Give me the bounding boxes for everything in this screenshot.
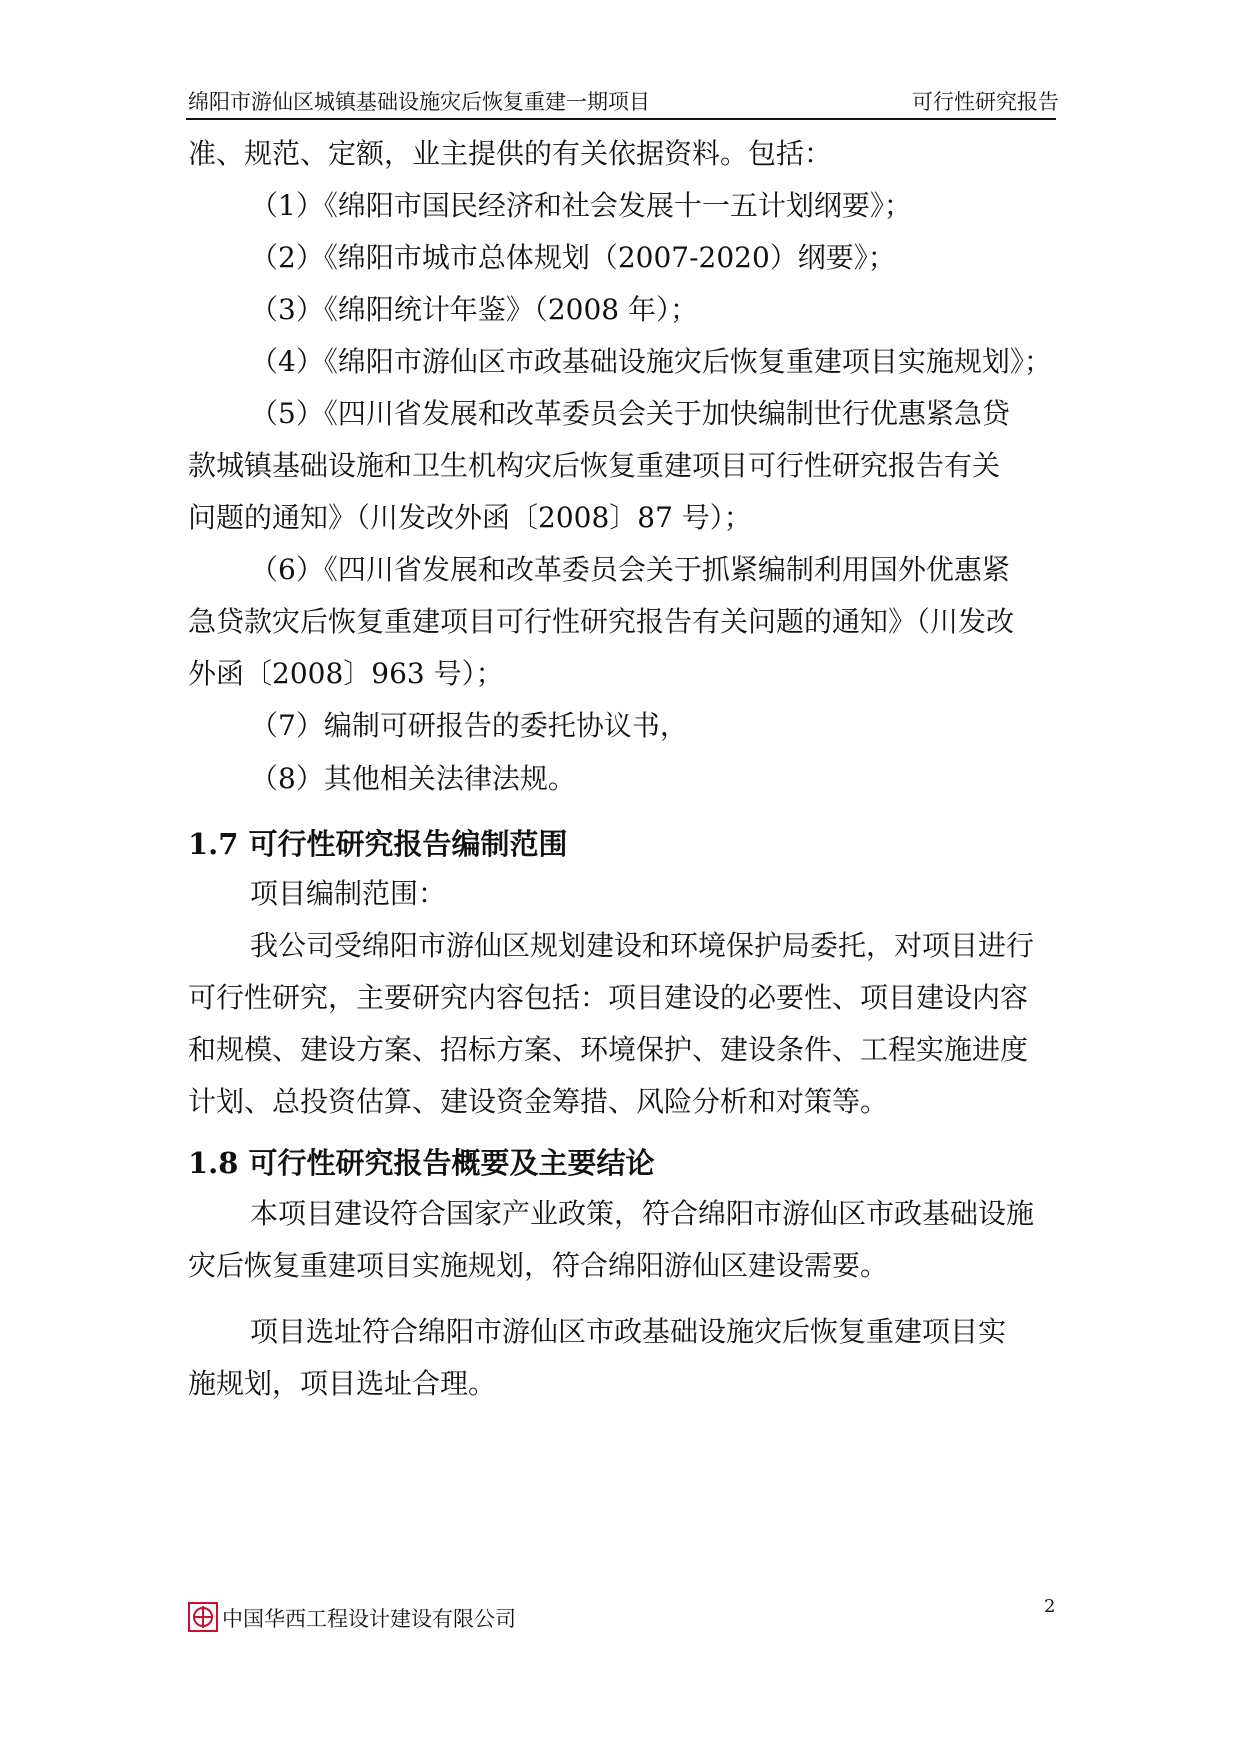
paragraph-line: 可行性研究，主要研究内容包括：项目建设的必要性、项目建设内容 [188, 981, 1029, 1014]
section-heading-1-8: 1.8 可行性研究报告概要及主要结论 [188, 1146, 655, 1180]
basis-item: （7）编制可研报告的委托协议书， [250, 709, 688, 742]
basis-item: （5）《四川省发展和改革委员会关于加快编制世行优惠紧急贷 [250, 397, 1010, 430]
paragraph-line: 本项目建设符合国家产业政策，符合绵阳市游仙区市政基础设施 [250, 1197, 1035, 1230]
footer-company-name: 中国华西工程设计建设有限公司 [222, 1607, 516, 1631]
header-project-title: 绵阳市游仙区城镇基础设施灾后恢复重建一期项目 [188, 90, 650, 114]
basis-item: （1）《绵阳市国民经济和社会发展十一五计划纲要》； [250, 189, 912, 222]
paragraph-line: 施规划，项目选址合理。 [188, 1367, 497, 1400]
page-number: 2 [1044, 1596, 1056, 1617]
paragraph-line: 项目编制范围： [250, 877, 447, 910]
paragraph-line: 准、规范、定额，业主提供的有关依据资料。包括： [188, 137, 833, 170]
basis-item: （6）《四川省发展和改革委员会关于抓紧编制利用国外优惠紧 [250, 553, 1010, 586]
paragraph-line: 项目选址符合绵阳市游仙区市政基础设施灾后恢复重建项目实 [250, 1315, 1007, 1348]
paragraph-line: 灾后恢复重建项目实施规划，符合绵阳游仙区建设需要。 [188, 1249, 889, 1282]
basis-item: （4）《绵阳市游仙区市政基础设施灾后恢复重建项目实施规划》； [250, 345, 1052, 378]
company-logo-icon [188, 1602, 218, 1632]
paragraph-line: 和规模、建设方案、招标方案、环境保护、建设条件、工程实施进度 [188, 1033, 1029, 1066]
basis-item: （8）其他相关法律法规。 [250, 762, 576, 795]
section-heading-1-7: 1.7 可行性研究报告编制范围 [188, 827, 568, 861]
basis-item-continuation: 款城镇基础设施和卫生机构灾后恢复重建项目可行性研究报告有关 [188, 449, 1001, 482]
header-report-type: 可行性研究报告 [912, 90, 1059, 114]
paragraph-line: 计划、总投资估算、建设资金筹措、风险分析和对策等。 [188, 1085, 889, 1118]
basis-item-continuation: 问题的通知》（川发改外函〔2008〕87 号）； [188, 501, 752, 534]
paragraph-line: 我公司受绵阳市游仙区规划建设和环境保护局委托，对项目进行 [250, 929, 1035, 962]
header-divider [186, 118, 1056, 120]
basis-item-continuation: 急贷款灾后恢复重建项目可行性研究报告有关问题的通知》（川发改 [188, 605, 1015, 638]
basis-item-continuation: 外函〔2008〕963 号）； [188, 657, 504, 690]
basis-item: （3）《绵阳统计年鉴》（2008 年）； [250, 293, 698, 326]
basis-item: （2）《绵阳市城市总体规划（2007-2020）纲要》； [250, 241, 896, 274]
